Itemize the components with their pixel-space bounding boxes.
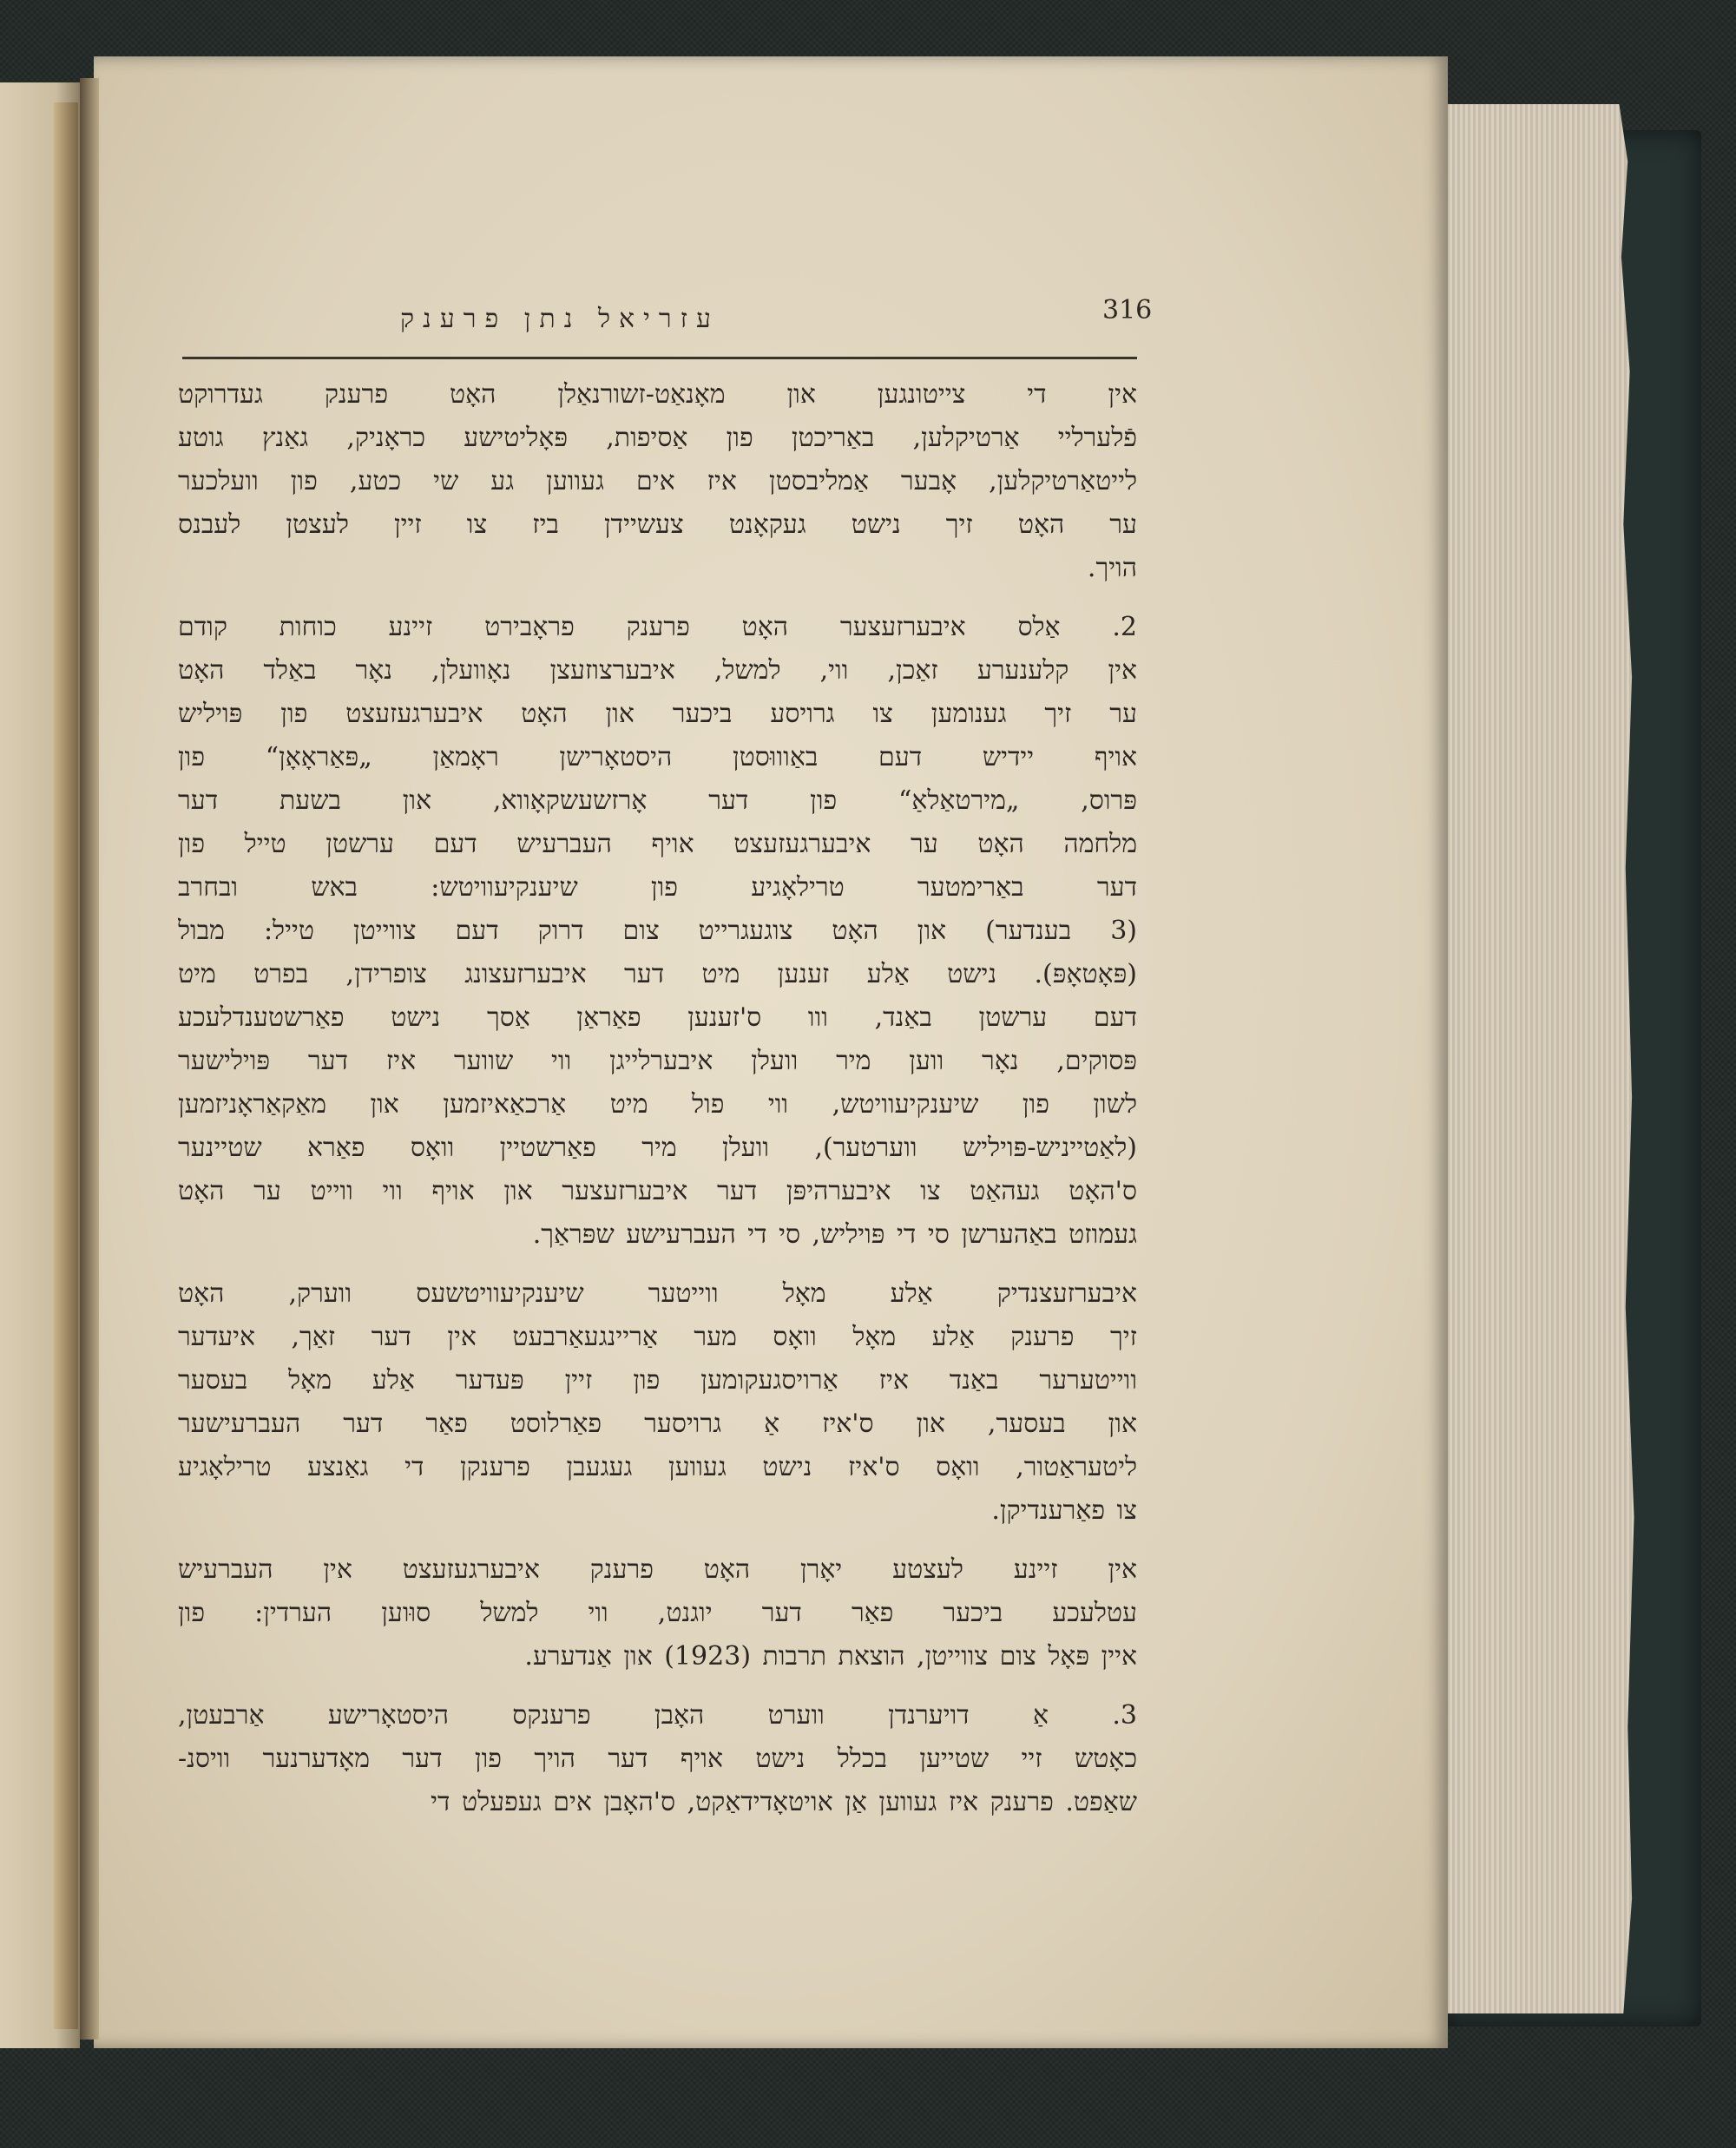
text-line: ער זיך גענומען צו גרויסע ביכער און האָט איבערגעזעצט פון פּויליש [178, 699, 1137, 729]
paragraph [178, 1272, 1137, 1533]
running-head: עזריאל נתן פרענק [400, 304, 720, 334]
text-line: איבערזעצנדיק אַלע מאָל ווייטער שיענקיעוויטשעס ווערק, האָט [178, 1278, 1137, 1309]
text-line: 2. אַלס איבערזעצער האָט פרענק פראָבירט זיינע כוחות קודם [178, 612, 1137, 642]
text-line: לייטאַרטיקלען, אָבער אַמליבסטן איז אים געווען גע שי כטע, פון וועלכער [178, 466, 1137, 496]
text-line: (פּאָטאָפּ). נישט אַלע זענען מיט דער איבערזעצונג צופרידן, בפרט מיט [178, 959, 1137, 989]
paragraph-gap [178, 590, 1137, 606]
text-line: אויף יידיש דעם באַוווּסטן היסטאָרישן ראָמאַן „פּאַראָאָן“ פון [178, 742, 1137, 772]
paragraph-gap [178, 1678, 1137, 1694]
text-line: פּסוקים, נאָר ווען מיר וועלן איבערלייגן ווי שווער איז דער פּוילישער [178, 1046, 1137, 1076]
text-line: זיך פרענק אַלע מאָל וואָס מער אַריינגעאַרבעט אין דער זאַך, איעדער [178, 1322, 1137, 1352]
text-line: לשון פון שיענקיעוויטש, ווי פול מיט אַרכאַאיזמען און מאַקאַראָניזמען [178, 1089, 1137, 1120]
text-line: ס'האָט געהאַט צו איבערהיפּן דער איבערזעצער און אויף ווי ווייט ער האָט [178, 1176, 1137, 1206]
page-number: 316 [1102, 295, 1153, 325]
book-gutter [80, 78, 99, 2040]
text-line: צו פאַרענדיקן. [991, 1495, 1137, 1526]
text-line: ער האָט זיך נישט געקאָנט צעשיידן ביז צו זיין לעצטן לעבנס [178, 509, 1137, 540]
text-line: מלחמה האָט ער איבערגעזעצט אויף העברעיש דעם ערשטן טייל פון [178, 829, 1137, 859]
text-line: כאָטש זיי שטייען בכלל נישט אויף דער הויך פון דער מאָדערנער וויסנ- [178, 1744, 1137, 1774]
text-line: הויך. [1087, 553, 1137, 583]
text-line: עטלעכע ביכער פאַר דער יוגנט, ווי למשל סוּוען הערדין: פון [178, 1598, 1137, 1628]
paragraph [178, 1694, 1137, 1824]
header-rule [182, 357, 1137, 359]
text-line: (לאַטייניש-פּויליש ווערטער), וועלן מיר פאַרשטיין וואָס פאַרא שטיינער [178, 1133, 1137, 1163]
left-page-edge [54, 102, 78, 2029]
paragraph-gap [178, 1533, 1137, 1548]
text-line: און בעסער, און ס'איז אַ גרויסער פאַרלוסט פאַר דער העברעישער [178, 1409, 1137, 1439]
text-line: אין קלענערע זאַכן, ווי, למשל, איבערצוזעצן נאָוועלן, נאָר באַלד האָט [178, 655, 1137, 686]
text-line: אין די צייטונגען און מאָנאַט-זשורנאַלן האָט פרענק געדרוקט [178, 379, 1137, 410]
body-text [178, 373, 1137, 1824]
paragraph [178, 1548, 1137, 1678]
text-line: ווייטערער באַנד איז אַרויסגעקומען פון זיין פּעדער אַלע מאָל בעסער [178, 1365, 1137, 1396]
text-line: פֿלערליי אַרטיקלען, באַריכטן פון אַסיפות, פּאָליטישע כראָניק, גאַנץ גוטע [178, 423, 1137, 453]
text-line: שאַפט. פרענק איז געווען אַן אויטאָדידאַקט, ס'האָבן אים געפעלט די [431, 1787, 1137, 1817]
text-line: (3 בענדער) און האָט צוגעגרייט צום דרוק דעם צווייטן טייל: מבול [178, 916, 1137, 946]
text-line: אין זיינע לעצטע יאָרן האָט פרענק איבערגעזעצט אין העברעיש [178, 1554, 1137, 1585]
paragraph [178, 373, 1137, 590]
text-line: געמוזט באַהערשן סי די פּויליש, סי די העברעישע שפּראַך. [532, 1219, 1137, 1250]
text-line: 3. אַ דויערנדן ווערט האָבן פרענקס היסטאָרישע אַרבעטן, [178, 1700, 1137, 1731]
text-line: פּרוס, „מירטאַלאַ“ פון דער אָרזשעשקאָווא, און בשעת דער [178, 785, 1137, 816]
paragraph [178, 606, 1137, 1257]
text-line: איין פּאָל צום צווייטן, הוצאת תרבות (1923) און אַנדערע. [524, 1641, 1137, 1672]
page-block-edge [1424, 104, 1636, 2013]
paragraph-gap [178, 1257, 1137, 1272]
text-line: דער באַרימטער טרילאָגיע פון שיענקיעוויטש: באש ובחרב [178, 872, 1137, 903]
text-line: ליטעראַטור, וואָס ס'איז נישט געווען געגעבן פרענקן די גאַנצע טרילאָגיע [178, 1452, 1137, 1482]
text-line: דעם ערשטן באַנד, ווו ס'זענען פאַראַן אַסך נישט פאַרשטענדלעכע [178, 1002, 1137, 1033]
